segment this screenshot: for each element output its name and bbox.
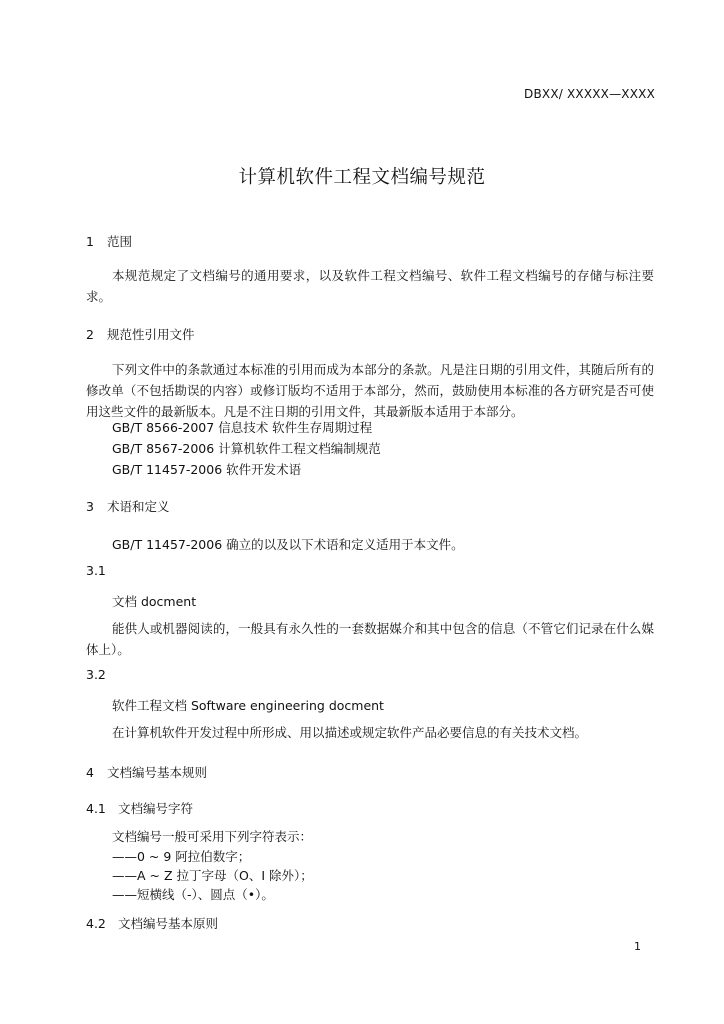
section-3-intro: GB/T 11457-2006 确立的以及以下术语和定义适用于本文件。 [112, 537, 464, 552]
term-number: 3.2 [86, 667, 106, 682]
section-title: 术语和定义 [107, 499, 170, 514]
section-2-heading [86, 325, 195, 343]
page-number: 1 [634, 940, 641, 953]
rule-line: ——0 ~ 9 阿拉伯数字； [112, 849, 251, 864]
section-1-heading [86, 232, 132, 250]
term-name: 软件工程文档 Software engineering docment [112, 698, 384, 713]
subsection-4-1-heading [86, 799, 193, 817]
section-title: 规范性引用文件 [107, 327, 195, 342]
term-number: 3.1 [86, 563, 106, 578]
reference-item: GB/T 8566-2007 信息技术 软件生存周期过程 [112, 420, 373, 435]
subsection-number: 4.2 [86, 916, 106, 931]
section-4-heading [86, 763, 207, 781]
section-title: 范围 [107, 234, 133, 249]
rule-line: 文档编号一般可采用下列字符表示： [112, 829, 313, 844]
subsection-title: 文档编号基本原则 [118, 916, 219, 931]
rule-line: ——A ~ Z 拉丁字母（O、I 除外）； [112, 868, 313, 883]
section-1-paragraph: 本规范规定了文档编号的通用要求，以及软件工程文档编号、软件工程文档编号的存储与标注要求。 [86, 268, 654, 304]
section-title: 文档编号基本规则 [107, 765, 208, 780]
section-number: 4 [86, 765, 94, 780]
document-title: 计算机软件工程文档编号规范 [238, 167, 486, 188]
section-number: 2 [86, 327, 94, 342]
subsection-4-2-heading [86, 914, 218, 932]
reference-item: GB/T 11457-2006 软件开发术语 [112, 462, 302, 477]
term-name: 文档 docment [112, 594, 197, 609]
rule-line: ——短横线（-）、圆点（•）。 [112, 887, 274, 902]
section-3-heading [86, 497, 170, 515]
subsection-number: 4.1 [86, 801, 106, 816]
reference-item: GB/T 8567-2006 计算机软件工程文档编制规范 [112, 441, 381, 456]
document-code: DBXX/ XXXXX—XXXX [524, 87, 655, 101]
term-definition: 能供人或机器阅读的，一般具有永久性的一套数据媒介和其中包含的信息（不管它们记录在什么媒体上）。 [86, 621, 654, 657]
section-number: 3 [86, 499, 94, 514]
subsection-title: 文档编号字符 [118, 801, 194, 816]
section-2-paragraph: 下列文件中的条款通过本标准的引用而成为本部分的条款。凡是注日期的引用文件，其随后所有的修改单（不包括勘误的内容）或修订版均不适用于本部分，然而，鼓励使用本标准的各方研究是否可使用这些文件的最新版本。凡是不注日期的引用文件，其最新版本适用于本部分。 [86, 362, 654, 419]
term-definition: 在计算机软件开发过程中所形成、用以描述或规定软件产品必要信息的有关技术文档。 [112, 725, 588, 740]
section-number: 1 [86, 234, 94, 249]
